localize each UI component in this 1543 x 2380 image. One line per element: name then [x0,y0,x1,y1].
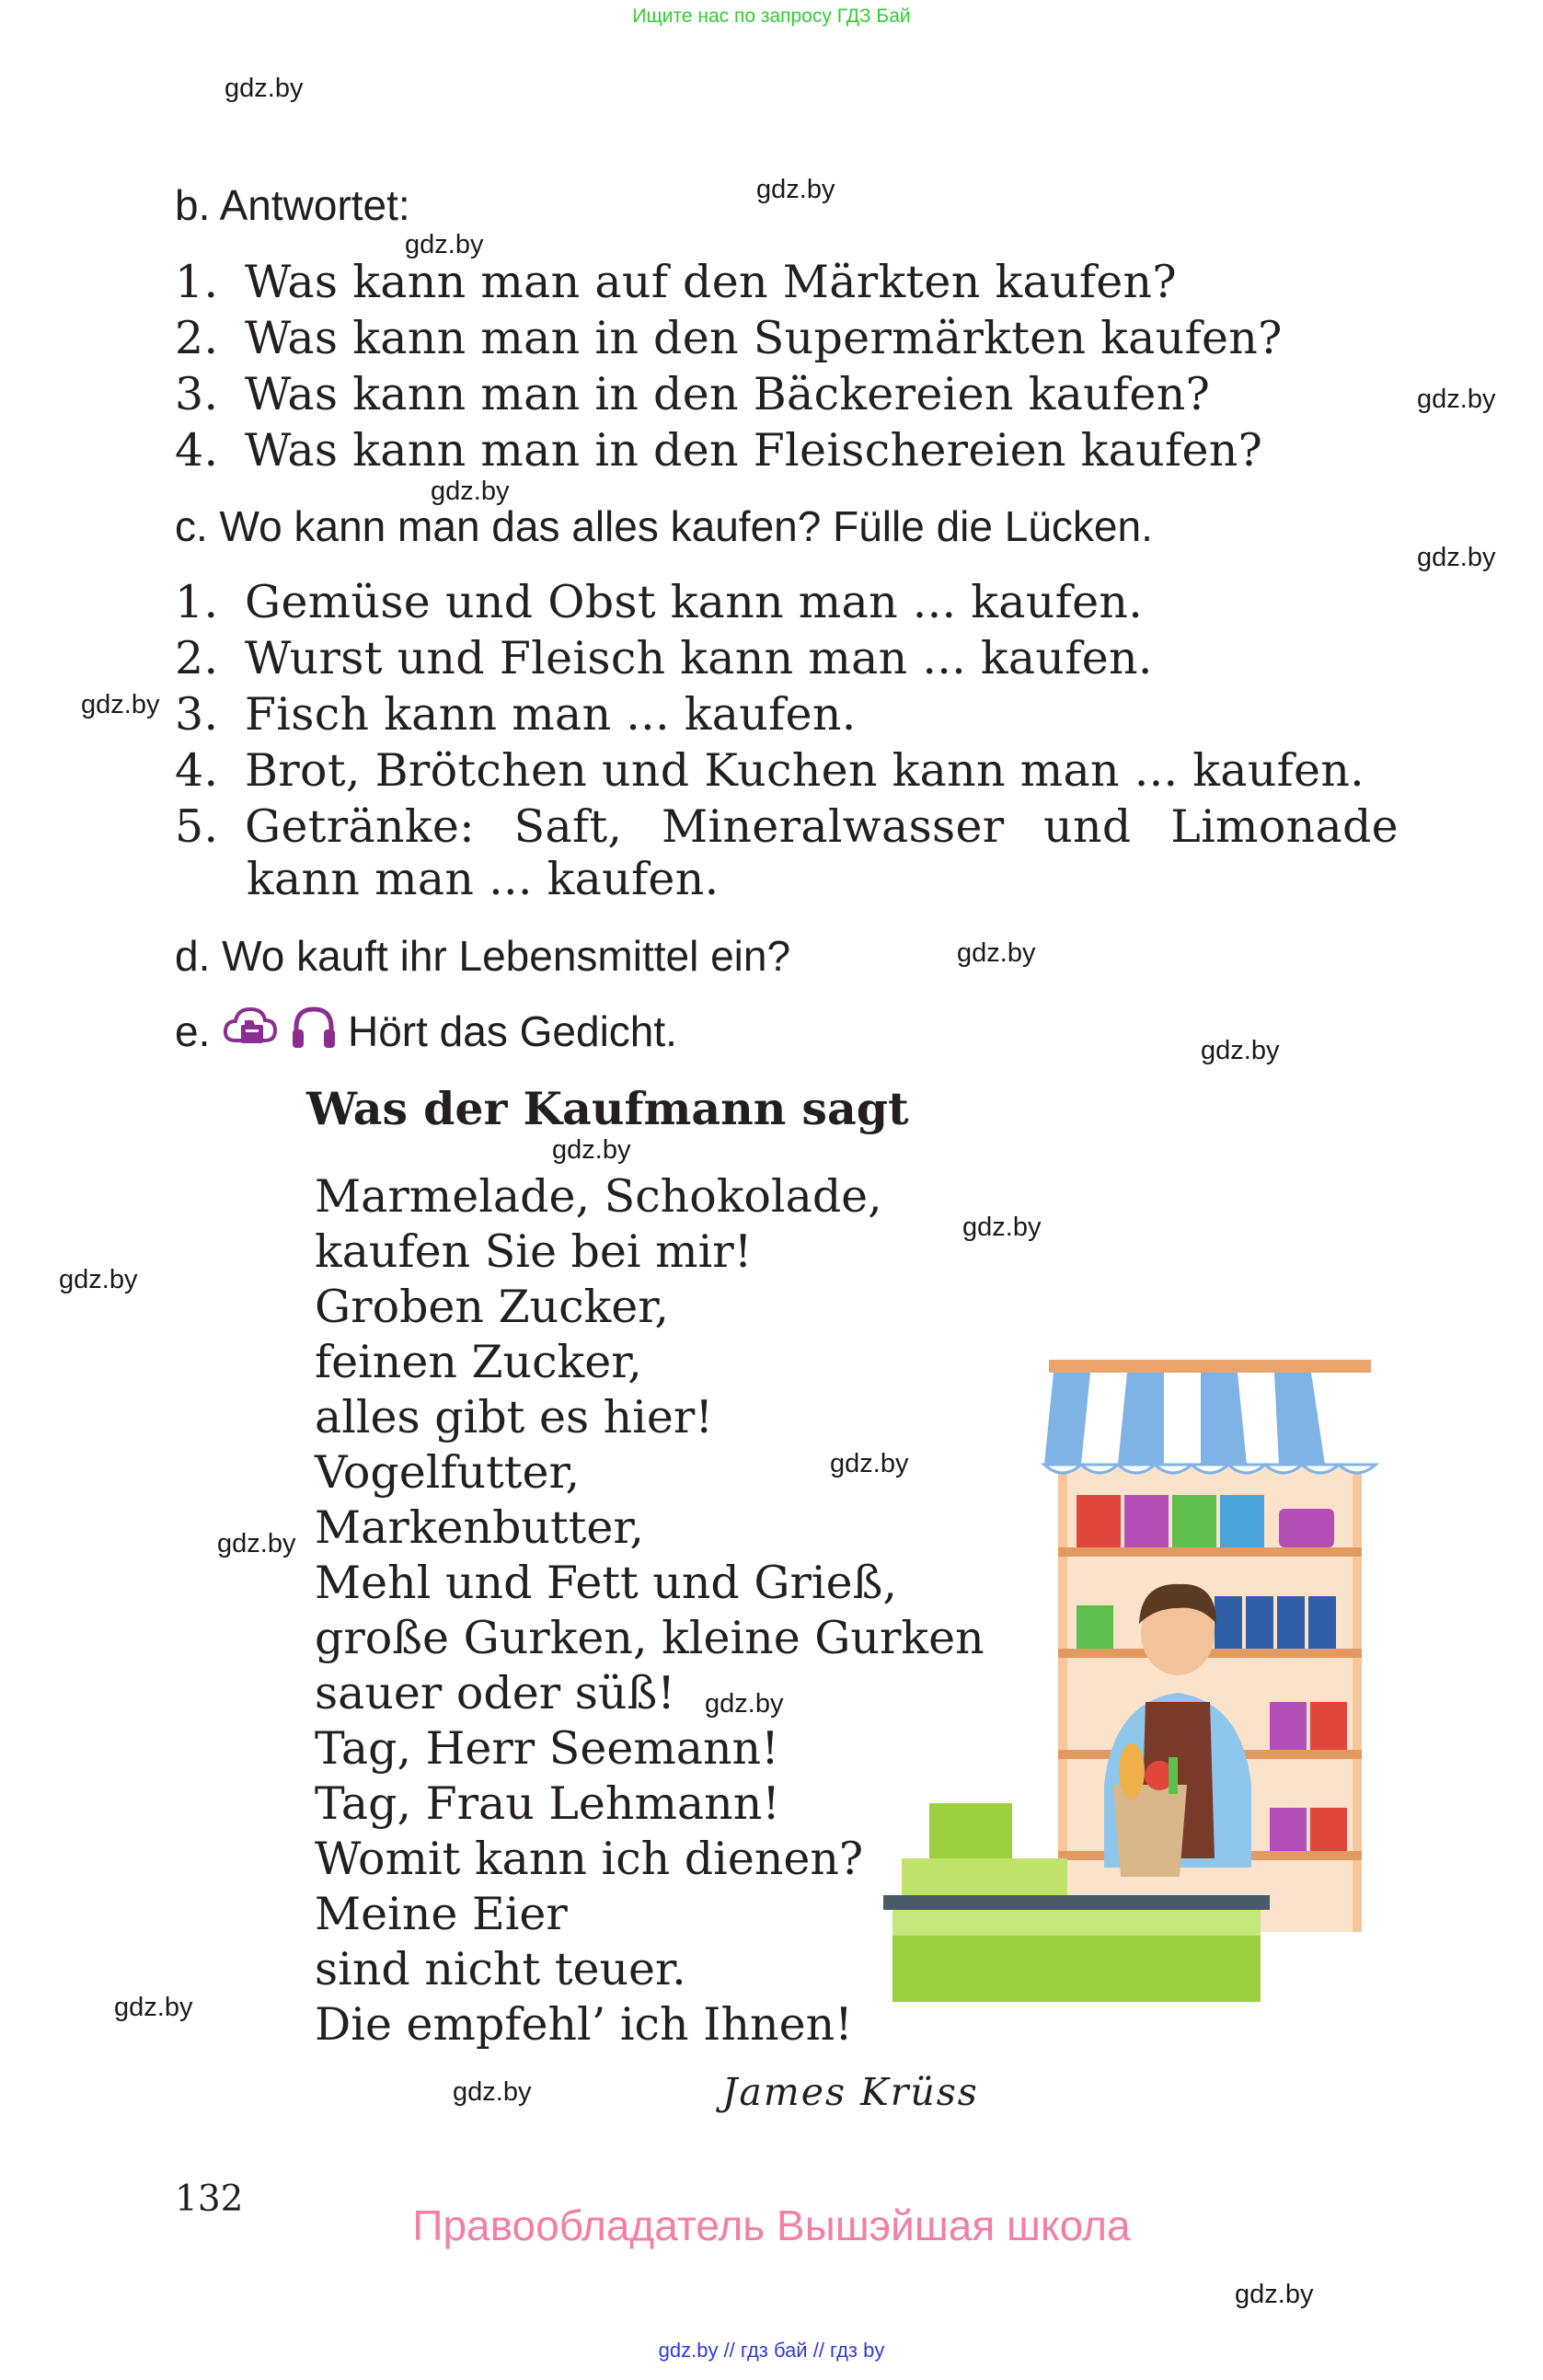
poem-line: sauer oder süß! [315,1667,675,1719]
poem-line: Marmelade, Schokolade, [315,1170,882,1223]
watermark: gdz.by [217,1529,296,1558]
section-d-heading: d. Wo kauft ihr Lebensmittel ein? [175,932,791,980]
poem-line: Vogelfutter, [315,1446,581,1499]
watermark: gdz.by [225,74,304,103]
watermark: gdz.by [756,175,835,204]
poem-title: Was der Kaufmann sagt [306,1082,909,1135]
section-c-heading: c. Wo kann man das alles kaufen? Fülle die Lücken. [175,502,1153,550]
copyright: Правообладатель Вышэйшая школа [412,2202,1131,2249]
poem-line: große Gurken, kleine Gurken [315,1612,985,1664]
section-e-prefix: e. [175,1007,211,1055]
watermark: gdz.by [1235,2280,1314,2309]
poem-line: kaufen Sie bei mir! [315,1225,753,1278]
poem-line: Mehl und Fett und Grieß, [315,1557,897,1609]
top-banner: Ищите нас по запросу ГДЗ Бай [632,6,911,27]
watermark: gdz.by [114,1993,193,2022]
watermark: gdz.by [552,1135,631,1165]
poem-line: Womit kann ich dienen? [315,1833,864,1885]
watermark: gdz.by [1417,385,1496,414]
poem-line: Groben Zucker, [315,1281,669,1333]
section-c-item: 3. Fisch kann man ... kaufen. [175,688,857,741]
watermark: gdz.by [1417,543,1496,572]
footer-links[interactable]: gdz.by // гдз бай // гдз by [658,2339,885,2362]
headphones-icon[interactable] [289,1004,339,1056]
watermark: gdz.by [81,690,160,719]
section-b-item: 3. Was kann man in den Bäckereien kaufen? [175,368,1211,420]
section-e-heading: Hört das Gedicht. [348,1007,677,1055]
poem-line: Die empfehl’ ich Ihnen! [315,1998,853,2051]
watermark: gdz.by [705,1689,784,1719]
poem-line: Tag, Herr Seemann! [315,1722,779,1775]
poem-line: sind nicht teuer. [315,1943,686,1995]
section-c-item-5-continuation: kann man ... kaufen. [247,853,720,905]
watermark: gdz.by [1201,1036,1280,1065]
poem-line: Markenbutter, [315,1501,644,1554]
poem-line: feinen Zucker, [315,1336,642,1388]
watermark: gdz.by [431,477,510,506]
section-b-item: 2. Was kann man in den Supermärkten kaufen? [175,312,1283,364]
poem-line: alles gibt es hier! [315,1391,714,1443]
section-c-item: 1. Gemüse und Obst kann man ... kaufen. [175,576,1144,628]
poem-line: Meine Eier [315,1888,568,1940]
watermark: gdz.by [830,1449,909,1478]
cloud-download-icon[interactable] [223,1004,278,1056]
shopkeeper-illustration [883,1306,1417,2006]
section-c-item: 2. Wurst und Fleisch kann man ... kaufen. [175,632,1153,684]
watermark: gdz.by [962,1213,1042,1242]
page-number: 132 [175,2179,244,2220]
section-b-item: 4. Was kann man in den Fleischereien kaufen? [175,424,1263,477]
watermark: gdz.by [453,2077,532,2107]
section-c-item: 4. Brot, Brötchen und Kuchen kann man ... kaufen. [175,744,1365,797]
section-c-item-5: 5. Getränke: Saft, Mineralwasser und Limonade kann man ... kaufen. [175,800,1399,905]
poem-line: Tag, Frau Lehmann! [315,1777,780,1830]
section-b-heading: b. Antwortet: [175,181,410,229]
watermark: gdz.by [405,230,484,259]
section-b-item: 1. Was kann man auf den Märkten kaufen? [175,256,1177,308]
poem-author: James Krüss [722,2070,979,2114]
watermark: gdz.by [957,938,1036,968]
watermark: gdz.by [59,1265,138,1294]
